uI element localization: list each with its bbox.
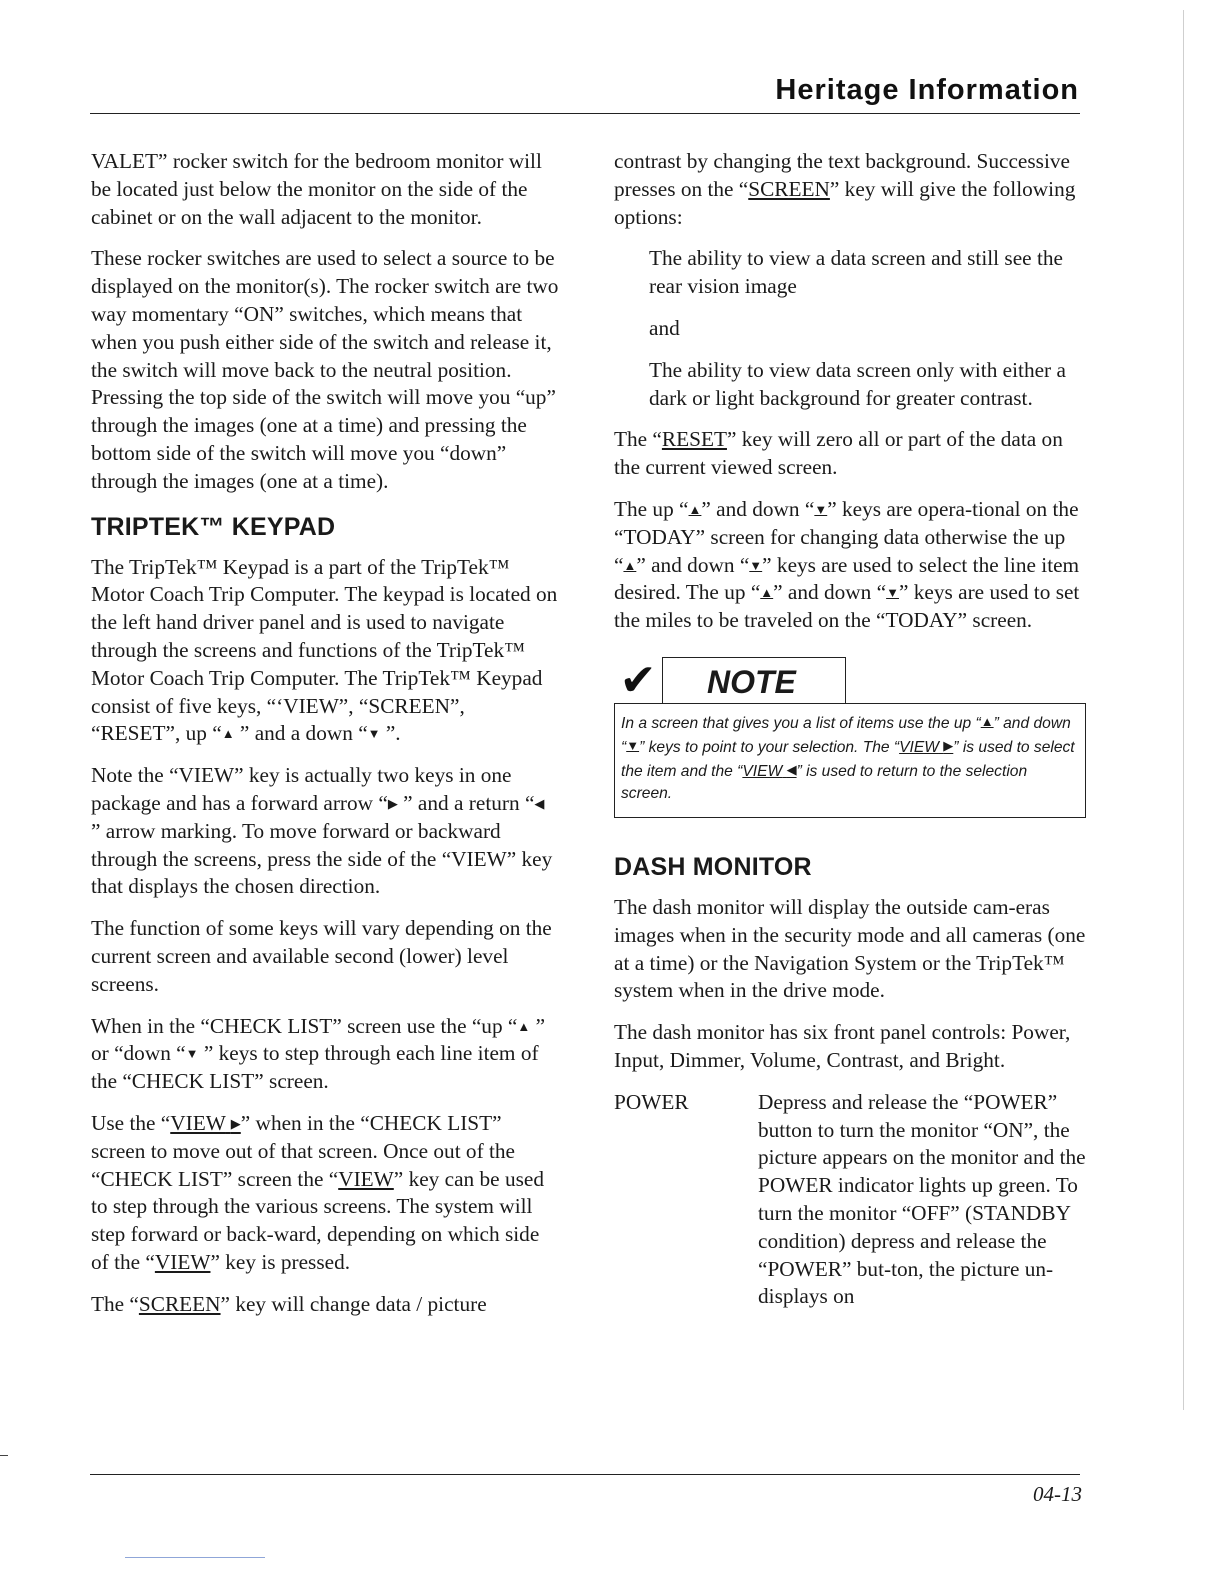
note-callout xyxy=(614,655,1086,818)
down-arrow-icon: ▼ xyxy=(886,585,899,601)
up-arrow-icon: ▲ xyxy=(221,726,235,742)
paragraph-use-view: Use the “VIEW ▶” when in the “CHECK LIST” screen to move out of that screen. Once out of the “CHECK LIST” screen the “VIEW” key can be used to step through the various screens. The system will step forward or back-ward, depending on which side of the “VIEW” key is pressed. xyxy=(91,1110,544,1274)
paragraph-check-list: When in the “CHECK LIST” screen use the “up “▲ ” or “down “▼ ” keys to step through each line item of the “CHECK LIST” screen. xyxy=(91,1013,546,1094)
paragraph-view-key: Note the “VIEW” key is actually two keys in one package and has a forward arrow “▶ ” and a return “◀ ” arrow marking. To move forward or backward through the screens, press the side of the “VIEW” key that displays the chosen direction. xyxy=(91,763,553,899)
down-arrow-icon: ▼ xyxy=(367,726,381,742)
down-arrow-icon: ▼ xyxy=(185,1046,199,1062)
power-description: Depress and release the “POWER” button to turn the monitor “ON”, the picture appears on the monitor and the POWER indicator lights up green. To turn the monitor “OFF” (STANDBY condition) depress and release the “POWER” but-ton, the picture un-displays on xyxy=(758,1089,1086,1309)
heading-triptek-keypad: TRIPTEK™ KEYPAD xyxy=(91,512,336,541)
power-definition xyxy=(614,1089,1086,1311)
page-header-title: Heritage Information xyxy=(775,74,1079,106)
paragraph-up-down: The up “▲” and down “▼” keys are opera-tional on the “TODAY” screen for changing data otherwise the up “▲” and down “▼” keys are used to select the line item desired. The up “▲” and down “▼” keys are used to set the miles to be traveled on the “TODAY” screen. xyxy=(614,496,1080,633)
power-term: POWER xyxy=(614,1089,689,1114)
paragraph-function-keys: The function of some keys will vary depending on the current screen and available second (lower) level screens. xyxy=(91,916,552,996)
paragraph-reset: The “RESET” key will zero all or part of the data on the current viewed screen. xyxy=(614,427,1063,480)
down-arrow-icon: ▼ xyxy=(814,501,828,517)
up-arrow-icon: ▲ xyxy=(760,585,774,601)
paragraph-keypad: The TripTek™ Keypad is a part of the TripTek™ Motor Coach Trip Computer. The keypad is located on the left hand driver panel and is used to navigate through the screens and functions of the TripTek™ Motor Coach Trip Computer. The TripTek™ Keypad consist of five keys, “‘VIEW”, “SCREEN”, “RESET”, up “▲ ” and a down “▼ ”. xyxy=(91,554,558,746)
page-number: 04-13 xyxy=(1033,1482,1082,1506)
up-arrow-icon: ▲ xyxy=(980,713,994,729)
right-column xyxy=(614,148,1086,1311)
edge-line xyxy=(1183,10,1184,1410)
option-data-only: The ability to view data screen only with either a dark or light background for greater contrast. xyxy=(649,357,1066,410)
paragraph-screen-key: The “SCREEN” key will change data / picture xyxy=(91,1291,487,1316)
paragraph-valet: VALET” rocker switch for the bedroom monitor will be located just below the monitor on the side of the cabinet or on the wall adjacent to the monitor. xyxy=(91,149,542,229)
note-body: In a screen that gives you a list of items use the up “▲” and down “▼” keys to point to your selection. The “VIEW ▶” is used to select the item and the “VIEW ◀” is used to return to the selection screen. xyxy=(614,703,1086,818)
back-arrow-icon: ◀ xyxy=(534,795,545,811)
left-tick-mark xyxy=(0,1455,8,1456)
back-arrow-icon: ◀ xyxy=(786,761,797,777)
up-arrow-icon: ▲ xyxy=(517,1018,531,1034)
paragraph-dash-controls: The dash monitor has six front panel controls: Power, Input, Dimmer, Volume, Contrast, and Bright. xyxy=(614,1020,1071,1072)
up-arrow-icon: ▲ xyxy=(688,501,702,517)
left-column xyxy=(91,148,559,1332)
header-rule xyxy=(90,113,1080,114)
paragraph-dash-display: The dash monitor will display the outside cam-eras images when in the security mode and all cameras (one at a time) or the Navigation System or the TripTek™ system when in the drive mode. xyxy=(614,894,1086,1003)
paragraph-contrast: contrast by changing the text background. Successive presses on the “SCREEN” key will give the following options: xyxy=(614,149,1076,229)
forward-arrow-icon: ▶ xyxy=(230,1115,241,1131)
footer-rule xyxy=(90,1474,1080,1475)
paragraph-rocker-switches: These rocker switches are used to select a source to be displayed on the monitor(s). The rocker switch are two way momentary “ON” switches, which means that when you push either side of the switch and release it, the switch will move back to the neutral position. Pressing the top side of the switch will move you “up” through the images (one at a time) and pressing the bottom side of the switch will move you “down” through the images (one at a time). xyxy=(91,246,559,493)
forward-arrow-icon: ▶ xyxy=(387,795,398,811)
down-arrow-icon: ▼ xyxy=(749,557,763,573)
forward-arrow-icon: ▶ xyxy=(943,737,954,753)
checkmark-icon: ✔ xyxy=(619,654,657,706)
note-label: NOTE xyxy=(662,657,846,703)
down-arrow-icon: ▼ xyxy=(626,737,640,753)
bottom-mark xyxy=(125,1557,265,1558)
option-and: and xyxy=(649,315,680,340)
heading-dash-monitor: DASH MONITOR xyxy=(614,852,812,881)
up-arrow-icon: ▲ xyxy=(623,557,637,573)
option-rear-vision: The ability to view a data screen and still see the rear vision image xyxy=(649,246,1063,299)
